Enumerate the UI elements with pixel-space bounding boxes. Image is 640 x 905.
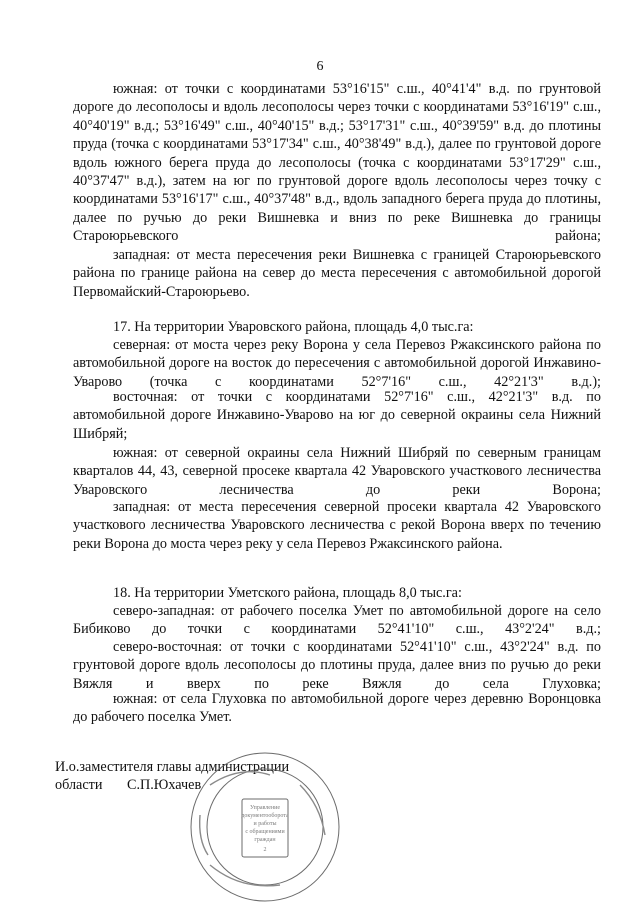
svg-text:с обращениями: с обращениями [245, 829, 285, 835]
paragraph-south-boundary: южная: от точки с координатами 53°16'15" с.ш., 40°41'4" в.д. по грунтовой дороге до лесополосы и вдоль лесополосы через точки с координатами 53°16'19" с.ш., 40°40'19" в.д.; 53°16'49" с.ш., 40°40'15" в.д.; 53°17'31" с.ш., 40°39'59" в.д. до плотины пруда (точка с координатами 53°17'34" с.ш., 40°38'49" в.д.), далее по грунтовой дороге вдоль южного берега пруда до лесополосы (точка с координатами 53°17'29" с.ш., 40°37'47" в.д.), затем на юг по грунтовой дороге вдоль лесополосы через точку с координатами 53°16'17" с.ш., 40°37'48" в.д., вдоль западного берега пруда до плотины, далее по ручью до реки Вишневка и вниз по реке Вишневка до границы Староюрьевского района; [73, 81, 601, 245]
section-17-heading: 17. На территории Уваровского района, площадь 4,0 тыс.га: [113, 319, 474, 335]
svg-text:граждан: граждан [254, 837, 276, 843]
signature-region: области [55, 777, 103, 793]
paragraph-17-west: западная: от места пересечения северной просеки квартала 42 Уваровского участкового лесничества Уваровского лесничества с рекой Ворона вверх по течению реки Ворона до моста через реку у села Перевоз Ржаксинского района. [73, 499, 601, 552]
section-18-heading: 18. На территории Уметского района, площадь 8,0 тыс.га: [113, 585, 462, 601]
paragraph-west-boundary: западная: от места пересечения реки Вишневка с границей Староюрьевского района по границе района на север до места пересечения с автомобильной дорогой Первомайский-Староюрьево. [73, 247, 601, 300]
official-stamp-seal [180, 745, 350, 905]
svg-text:документооборота: документооборота [241, 813, 289, 819]
signature-title: И.о.заместителя главы администрации [55, 759, 290, 775]
paragraph-17-south: южная: от северной окраины села Нижний Шибряй по северным границам кварталов 44, 43, северной просеке квартала 42 Уваровского участкового лесничества Уваровского лесничества до реки Ворона; [73, 445, 601, 498]
svg-text:Управление: Управление [249, 805, 281, 811]
svg-text:2: 2 [263, 847, 267, 853]
page-number: 6 [316, 59, 324, 74]
paragraph-18-northeast: северо-восточная: от точки с координатами 52°41'10" с.ш., 43°2'24" в.д. по грунтовой дороге вдоль лесополосы до плотины пруда, далее вниз по ручью до реки Вяжля и вверх по реке Вяжля до села Глуховка; [73, 639, 601, 692]
paragraph-17-north: северная: от моста через реку Ворона у села Перевоз Ржаксинского района по автомобильной дороге на восток до пересечения с автомобильной дорогой Инжавино-Уварово (точка с координатами 52°7'16" с.ш., 42°21'3" в.д.); [73, 337, 601, 390]
paragraph-17-east: восточная: от точки с координатами 52°7'16" с.ш., 42°21'3" в.д. по автомобильной дороге Инжавино-Уварово на юг до северной окраины села Нижний Шибряй; [73, 389, 601, 442]
svg-text:и работы: и работы [253, 821, 277, 827]
signature-name: С.П.Юхачев [127, 777, 202, 793]
paragraph-18-south: южная: от села Глуховка по автомобильной дороге через деревню Воронцовка до рабочего поселка Умет. [73, 691, 601, 726]
paragraph-18-northwest: северо-западная: от рабочего поселка Умет по автомобильной дороге на село Бибиково до точки с координатами 52°41'10" с.ш., 43°2'24" в.д.; [73, 603, 601, 638]
